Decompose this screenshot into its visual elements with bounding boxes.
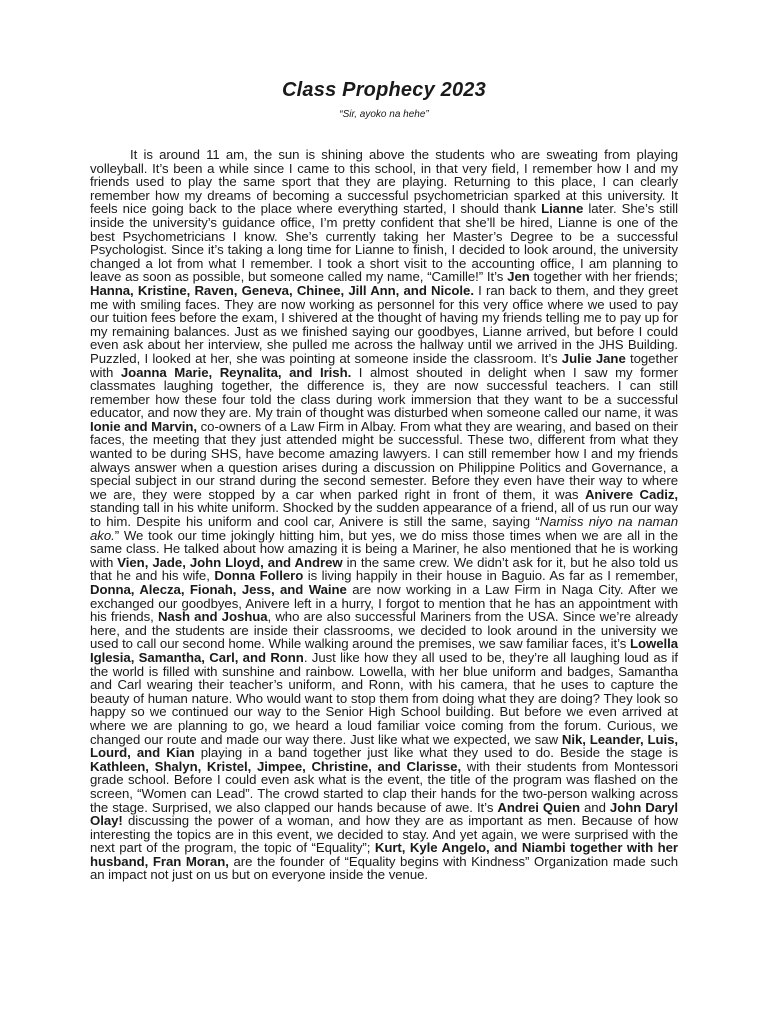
text-run: It is around 11 am, the sun is shining above the students who are sweating from playing volleyball. It’s been a while since I came to this school, in that very field, I remember how I and my friends used to play the same sport that they are playing. Returning to this place, I can clearly remember how my dreams of becoming a successful psychometrician sparked at this university. It feels nice going back to the place where everything started, I should thank (90, 147, 678, 217)
name-highlight: Anivere Cadiz, (584, 486, 678, 502)
name-highlight: Joanna Marie, Reynalita, and Irish. (120, 364, 352, 380)
text-run: later. She’s still inside the university’s guidance office, I’m pretty confident that she’ll be hired, Lianne is one of the best Psychometricians I know. She’s currently taking her Master’s Degree to be a successful Psychologist. Since it’s taking a long time for Lianne to finish, I decided to look around, the university changed a lot from what I remember. I took a short visit to the accounting office, I am planning to leave as soon as possible, but someone called my name, “Camille!” It’s (90, 201, 679, 285)
name-highlight: Jen (507, 269, 530, 285)
document-title: Class Prophecy 2023 (282, 79, 486, 101)
body-paragraph (90, 148, 678, 882)
name-highlight: Lianne (541, 201, 584, 217)
text-run: is living happily in their house in Baguio. As far as I remember, (303, 568, 678, 584)
name-highlight: John Daryl Olay! (90, 799, 678, 829)
name-highlight: Kurt, Kyle Angelo, and Niambi together with her husband, Fran Moran, (90, 840, 678, 869)
name-highlight: Kathleen, Shalyn, Kristel, Jimpee, Christine, and Clarisse, (90, 758, 462, 774)
name-highlight: Andrei Quien (497, 799, 580, 815)
text-run: . Just like how they all used to be, they’re all laughing loud as if the world is filled with sunshine and rainbow. Lowella, with her blue uniform and badges, Samantha and Carl wearing their teacher’s uniform, and Ronn, with his camera, that he uses to capture the beauty of human nature. Who would want to stop them from doing what they are doing? They look so happy so we continued our way to the Senior High School building. But before we even arrived at where we are planning to go, we heard a loud familiar voice coming from the forum. Curious, we changed our route and made our way there. Just like what we expected, we saw (90, 649, 678, 747)
text-run: I ran back to them, and they greet me with smiling faces. They are now working as personnel for this very office where we used to pay our tuition fees before the exam, I shivered at the thought of having my friends telling me to pay up for my remaining balances. Just as we finished saying our goodbyes, Lianne arrived, but before I could even ask about her interview, she pulled me across the hallway until we arrived in the JHS Building. Puzzled, I looked at her, she was pointing at someone inside the classroom. It’s (90, 282, 678, 366)
text-run: standing tall in his white uniform. Shocked by the sudden appearance of a friend, all of us run our way to him. Despite his uniform and cool car, Anivere is still the same, saying “ (90, 500, 678, 530)
name-highlight: Donna, Alecza, Fionah, Jess, and Waine (90, 582, 347, 597)
text-run: co-owners of a Law Firm in Albay. From what they are wearing, and based on their faces, the meeting that they just attended might be successful. These two, different from what they wanted to be during SHS, have become amazing lawyers. I can still remember how I and my friends always answer when a question arises during a discussion on Philippine Politics and Governance, a special subject in our strand during the second semester. Before they even have their way to where we are, they were stopped by a car when parked right in front of them, it was (90, 418, 678, 502)
text-run: are the founder of “Equality begins with Kindness” Organization made such an impact not just on us but on everyone inside the venue. (90, 853, 678, 883)
text-run: with their students from Montessori grade school. Before I could even ask what is the event, the title of the program was flashed on the screen, “Women can Lead”. The crowd started to clap their hands for the two-person walking across the stage. Surprised, we also clapped our hands because of awe. It’s (90, 758, 678, 815)
text-run: discussing the power of a woman, and how they are as important as men. Because of how interesting the topics are in this event, we decided to stay. And yet again, we were surprised with the next part of the program, the topic of “Equality”; (90, 813, 678, 856)
text-run: are now working in a Law Firm in Naga City. After we exchanged our goodbyes, Anivere left in a hurry, I forgot to mention that he has an appointment with his friends, (90, 582, 678, 625)
text-run: playing in a band together just like what they used to do. Beside the stage is (194, 745, 678, 761)
text-run: and (580, 799, 610, 815)
name-highlight: Hanna, Kristine, Raven, Geneva, Chinee, Jill Ann, and Nicole. (90, 282, 474, 298)
name-highlight: Julie Jane (561, 350, 626, 366)
text-run: I almost shouted in delight when I saw my former classmates laughing together, the difference is, they are now successful teachers. I can still remember how these four told the class during work immersion that they want to be a successful educator, and now they are. My train of thought was disturbed when someone called our name, it was (90, 364, 678, 421)
document-subtitle: “Sir, ayoko na hehe” (339, 109, 429, 120)
text-run: in the same crew. We didn’t ask for it, but he also told us that he and his wife, (90, 554, 678, 584)
text-run: ” We took our time jokingly hitting him, but yes, we do miss those times when we are all in the same class. He talked about how amazing it is being a Mariner, he also mentioned that he is working with (90, 527, 678, 570)
name-highlight: Vien, Jade, John Lloyd, and Andrew (117, 554, 343, 570)
name-highlight: Ionie and Marvin, (90, 418, 197, 434)
text-run: together with (90, 350, 678, 380)
quote-italic: Namiss niyo na naman ako. (90, 514, 678, 543)
name-highlight: Nash and Joshua (157, 609, 268, 625)
name-highlight: Nik, Leander, Luis, Lourd, and Kian (90, 731, 678, 761)
text-run: together with her friends; (529, 269, 678, 285)
name-highlight: Donna Follero (214, 568, 304, 584)
name-highlight: Lowella Iglesia, Samantha, Carl, and Ronn (90, 636, 678, 665)
text-run: , who are also successful Mariners from the USA. Since we’re already here, and the students are inside their classrooms, we decided to look around in the university we used to call our second home. While walking around the premises, we saw familiar faces, it’s (90, 609, 678, 652)
